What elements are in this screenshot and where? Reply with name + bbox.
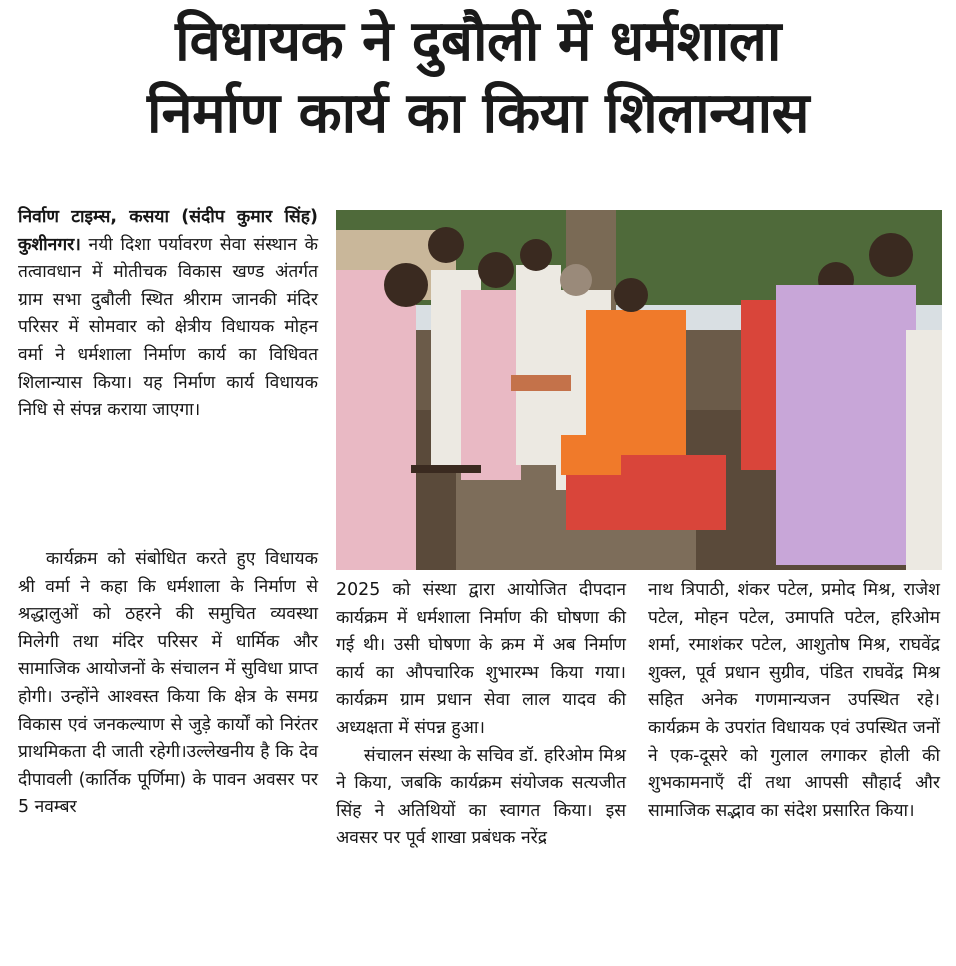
article-paragraph-3: 2025 को संस्था द्वारा आयोजित दीपदान कार्यक्रम में धर्मशाला निर्माण की घोषणा की गई थी। उसी घोषणा के क्रम में अब निर्माण कार्य का औपचारिक शुभारम्भ किया गया।कार्यक्रम ग्राम प्रधान सेवा लाल यादव की अध्यक्षता में संपन्न हुआ। — [336, 580, 626, 738]
headline — [0, 6, 956, 150]
paragraph-1-text: नयी दिशा पर्यावरण सेवा संस्थान के तत्वावधान में मोतीचक विकास खण्ड अंतर्गत ग्राम सभा दुबौली स्थित श्रीराम जानकी मंदिर परिसर में सोमवार को क्षेत्रीय विधायक मोहन वर्मा ने धर्मशाला निर्माण कार्य का विधिवत शिलान्यास किया। यह निर्माण कार्य विधायक निधि से संपन्न कराया जाएगा। — [18, 234, 318, 421]
article-paragraph-5: नाथ त्रिपाठी, शंकर पटेल, प्रमोद मिश्र, राजेश पटेल, मोहन पटेल, उमापति पटेल, हरिओम शर्मा, रमाशंकर पटेल, आशुतोष मिश्र, राघवेंद्र शुक्ल, पूर्व प्रधान सुग्रीव, पंडित राघवेंद्र मिश्र सहित अनेक गणमान्यजन उपस्थित रहे।कार्यक्रम के उपरांत विधायक एवं उपस्थित जनों ने एक-दूसरे को गुलाल लगाकर होली की शुभकामनाएँ दीं तथा आपसी सौहार्द और सामाजिक सद्भाव का संदेश प्रसारित किया। — [648, 580, 940, 821]
headline-line-2: निर्माण कार्य का किया शिलान्यास — [147, 81, 809, 146]
article-column-1-top — [18, 204, 318, 425]
article-column-1-bottom — [18, 546, 318, 822]
foundation-ceremony-photo — [336, 210, 942, 570]
article-column-2 — [336, 577, 626, 853]
headline-line-1: विधायक ने दुबौली में धर्मशाला — [175, 9, 781, 74]
article-paragraph-2: कार्यक्रम को संबोधित करते हुए विधायक श्री वर्मा ने कहा कि धर्मशाला के निर्माण से श्रद्धालुओं को ठहरने की समुचित व्यवस्था मिलेगी तथा मंदिर परिसर में धार्मिक और सामाजिक आयोजनों के संचालन में सुविधा प्राप्त होगी। उन्होंने आश्वस्त किया कि क्षेत्र के समग्र विकास एवं जनकल्याण से जुड़े कार्यों को निरंतर प्राथमिकता दी जाती रहेगी।उल्लेखनीय है कि देव दीपावली (कार्तिक पूर्णिमा) के पावन अवसर पर 5 नवम्बर — [18, 549, 318, 818]
event-photo — [336, 210, 942, 570]
article-paragraph-4: संचालन संस्था के सचिव डॉ. हरिओम मिश्र ने किया, जबकि कार्यक्रम संयोजक सत्यजीत सिंह ने अतिथियों का स्वागत किया। इस अवसर पर पूर्व शाखा प्रबंधक नरेंद्र — [336, 745, 626, 849]
byline: निर्वाण टाइम्स, कसया (संदीप कुमार सिंह) कुशीनगर। — [18, 207, 318, 255]
article-column-3 — [648, 577, 940, 825]
article-paragraph-1 — [18, 204, 318, 425]
